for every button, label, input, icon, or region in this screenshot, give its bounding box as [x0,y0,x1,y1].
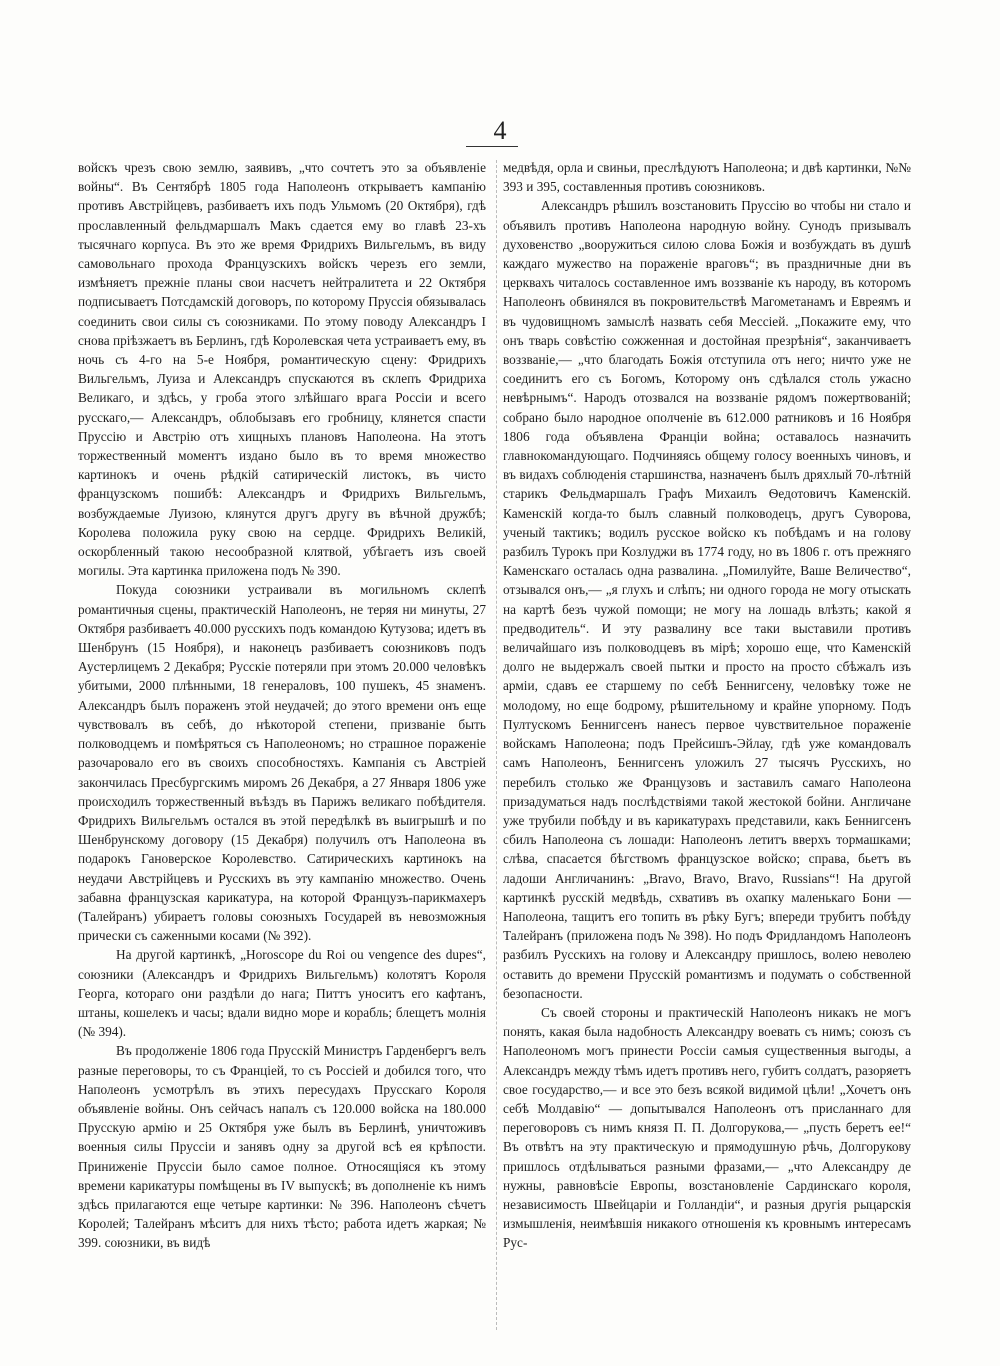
paragraph: Покуда союзники устраивали въ могильномъ склепѣ романтичныя сцены, практическій Наполеонъ, не теряя ни минуты, 27 Октября разбиваетъ 40.000 русскихъ подъ командою Кутузова; идетъ въ Шенбрунъ (15 Ноября), и наконецъ разбиваетъ союзниковъ подъ Аустерлицемъ 2 Декабря; Русскіе потеряли при этомъ 20.000 человѣкъ убитыми, 2000 плѣнными, 18 генераловъ, 100 пушекъ, 45 знаменъ. Александръ былъ пораженъ этой неудачей; до этого времени онъ еще чувствовалъ въ себѣ, до нѣкоторой степени, призваніе быть полководцемъ и помѣряться съ Наполеономъ; но страшное пораженіе разочаровало его въ своихъ способностяхъ. Кампанія съ Австріей закончилась Пресбургскимъ миромъ 26 Декабря, а 27 Января 1806 уже происходилъ торжественный въѣздъ въ Парижъ великаго побѣдителя. Фридрихъ Вильгельмъ остался въ этой передѣлкѣ въ выигрышѣ и по Шенбрунскому договору (15 Декабря) получилъ отъ Наполеона въ подарокъ Гановерское Королевство. Сатирическихъ картинокъ на неудачи Австрійцевъ и Русскихъ въ эту кампанію множество. Очень забавна французская карикатура, на которой Французъ-парикмахеръ (Талейранъ) убираетъ головы союзныхъ Государей въ невозможныя прически съ саженными косами (№ 392). [78,582,486,944]
paragraph: На другой картинкѣ, „Horoscope du Roi ou vengence des dupes“, союзники (Александръ и Фридрихъ Вильгельмъ) колотятъ Короля Георга, котораго они раздѣли до нага; Питтъ уноситъ его кафтанъ, штаны, кошелекъ и часы; вдали видно море и корабль; блещетъ молнія (№ 394). [78,947,486,1040]
paragraph: Съ своей стороны и практическій Наполеонъ никакъ не могъ понять, какая была надобность Александру воевать съ нимъ; союзъ съ Наполеономъ могъ принести Россіи самыя существенныя выгоды, а Александръ между тѣмъ идетъ противъ него, губитъ солдатъ, разоряетъ свое государство,— и все это безъ всякой видимой цѣли! „Хочетъ онъ себѣ Молдавію“ — допытывался Наполеонъ отъ присланнаго для переговоровъ съ нимъ князя П. П. Долгорукова,— „пусть беретъ ее!“ Въ отвѣтъ на эту практическую и прямодушную рѣчь, Долгорукову пришлось отдѣлываться разными фразами,— „что Александру де нужны, равновѣсіе Европы, возстановленіе Сардинскаго короля, независимость Швейцаріи и Голландіи“, и разныя другія рыцарскія измышленія, неимѣвшія никакого отношенія къ кровнымъ интересамъ Рус- [503,1004,911,1251]
paragraph: Александръ рѣшилъ возстановить Пруссію во чтобы ни стало и объявилъ противъ Наполеона народную войну. Сунодъ призывалъ духовенство „вооружиться силою слова Божія и возбуждать въ душѣ каждаго мужество на пораженіе враговъ“; въ праздничные дни въ церквахъ читалось составленное имъ воззваніе къ народу, въ которомъ Наполеонъ обвинялся въ покровительствѣ Магометанамъ и Евреямъ и въ чудовищномъ замыслѣ назвать себя Мессіей. „Покажите ему, что онъ тварь совѣстію сожженная и достойная презрѣнія“, заканчиваетъ воззваніе,— „что благодать Божія отступила отъ него; ничто уже не соединитъ его съ Богомъ, Которому онъ сдѣлался столь ужасно невѣрнымъ“. Народъ отозвался на воззваніе рядомъ пожертвованій; собрано было народное ополченіе въ 612.000 ратниковъ и 16 Ноября 1806 года объявлена Франціи война; оставалось назначить главнокомандующаго. Подчиняясь общему голосу военныхъ чиновъ, и въ видахъ соблюденія старшинства, назначенъ былъ дряхлый 70-лѣтній старикъ Фельдмаршалъ Графъ Михаилъ Ѳедотовичъ Каменскій. Каменскій когда-то былъ славный полководецъ, другъ Суворова, ученый тактикъ; водилъ русское войско къ побѣдамъ и на голову разбилъ Турокъ при Козлуджи въ 1774 году, но въ 1806 г. отъ прежняго Каменскаго осталась одна развалина. „Помилуйте, Ваше Величество“, отзывался онъ,— „я глухъ и слѣпъ; ни одного города не могу отыскать на картѣ безъ чужой помощи; не могу на лошадь влѣзть; какой я предводитель“. И эту развалину все таки выставили противъ величайшаго изъ полководцевъ въ мірѣ; хорошо еще, что Каменскій долго не выдержалъ своей пытки и просто на просто сбѣжалъ изъ арміи, сдавъ ее старшему по себѣ Беннигсену, человѣку тоже не молодому, но еще бодрому, рѣшительному и крайне упорному. Подъ Пултускомъ Беннигсенъ нанесъ первое чувствительное пораженіе войскамъ Наполеона; подъ Прейсишъ-Эйлау, гдѣ уже командовалъ самъ Наполеонъ, Беннигсенъ уложилъ 27 тысячъ Русскихъ, но перебилъ столько же Французовъ и заставилъ самаго Наполеона призадуматься надъ послѣдствіями такой жестокой бойни. Англичане уже трубили побѣду и въ карикатурахъ представили, какъ Беннигсенъ сбилъ Наполеона съ лошади: Наполеонъ летитъ вверхъ тормашками; слѣва, спасается бѣгствомъ французское войско; справа, бьетъ въ ладоши Англичанинъ: „Bravo, Bravo, Bravo, Russians“! На другой картинкѣ русскій медвѣдь, схвативъ въ охапку маленькаго Бони — Наполеона, тащитъ его топить въ рѣку Бугъ; впереди трубитъ побѣду Талейранъ (приложена подъ № 398). Но подъ Фридландомъ Наполеонъ разбилъ Русскихъ на голову и Александру пришлось, волею неволею оставить до времени Прусскій романтизмъ и подумать о собственной безопасности. [503,198,911,1001]
paragraph: медвѣдя, орла и свиньи, преслѣдуютъ Наполеона; и двѣ картинки, №№ 393 и 395, составленныя противъ союзниковъ. [503,160,911,195]
paragraph: войскъ чрезъ свою землю, заявивъ, „что сочтетъ это за объявленіе войны“. Въ Сентябрѣ 1805 года Наполеонъ открываетъ кампанію противъ Австрійцевъ, разбиваетъ ихъ подъ Ульмомъ (20 Октября), гдѣ прославленный фельдмаршалъ Макъ сдается ему во главѣ 23-хъ тысячнаго корпуса. Въ это же время Фридрихъ Вильгельмъ, въ виду самовольнаго прохода Французскихъ войскъ черезъ его земли, измѣняетъ прежніе планы свои насчетъ нейтралитета и 22 Октября подписываетъ Потсдамскій договоръ, по которому Пруссія обязывалась соединить свои силы съ союзниками. По этому поводу Александръ I снова пріѣзжаетъ въ Берлинъ, гдѣ Королевская чета устраиваетъ ему, въ ночь съ 4-го на 5-е Ноября, романтическую сцену: Фридрихъ Вильгельмъ, Луиза и Александръ спускаются въ склепъ Фридриха Великаго, и здѣсь, у гроба этого злѣйшаго врага Россіи и всего русскаго,— Александръ, облобызавъ его гробницу, клянется спасти Пруссію и Австрію отъ хищныхъ плановъ Наполеона. На этотъ торжественный моментъ издано было въ то время множество картинокъ и очень рѣдкій сатирическій листокъ, въ чисто французскомъ пошибѣ: Александръ и Фридрихъ Вильгельмъ, возбуждаемые Луизою, клянутся другъ другу въ вѣчной дружбѣ; Королева положила руку свою на сердце. Фридрихъ Великій, оскорбленный такою несообразной клятвой, убѣгаетъ изъ своей могилы. Эта картинка приложена подъ № 390. [78,160,486,579]
column-divider [496,160,497,1330]
paragraph: Въ продолженіе 1806 года Прусскій Министръ Гарденбергъ велъ разные переговоры, то съ Франціей, то съ Россіей и добился того, что Наполеонъ усмотрѣлъ въ этихъ пересудахъ Прусскаго Короля объявленіе войны. Онъ сейчасъ напалъ съ 120.000 войска на 180.000 Прусскую армію и 25 Октября уже былъ въ Берлинѣ, уничтоживъ военныя силы Пруссіи и занявъ одну за другой всѣ ея крѣпости. Приниженіе Пруссіи было самое полное. Относящіяся къ этому времени карикатуры помѣщены въ IV выпускѣ; въ дополненіе къ нимъ здѣсь прилагаются еще четыре картинки: № 396. Наполеонъ сѣчетъ Королей; Талейранъ мѣситъ для нихъ тѣсто; работа идетъ жаркая; № 399. союзники, въ видѣ [78,1043,486,1251]
page-number: 4 [493,116,507,145]
left-column [78,158,486,1342]
page-number-rule [466,146,518,147]
right-column [503,158,911,1342]
